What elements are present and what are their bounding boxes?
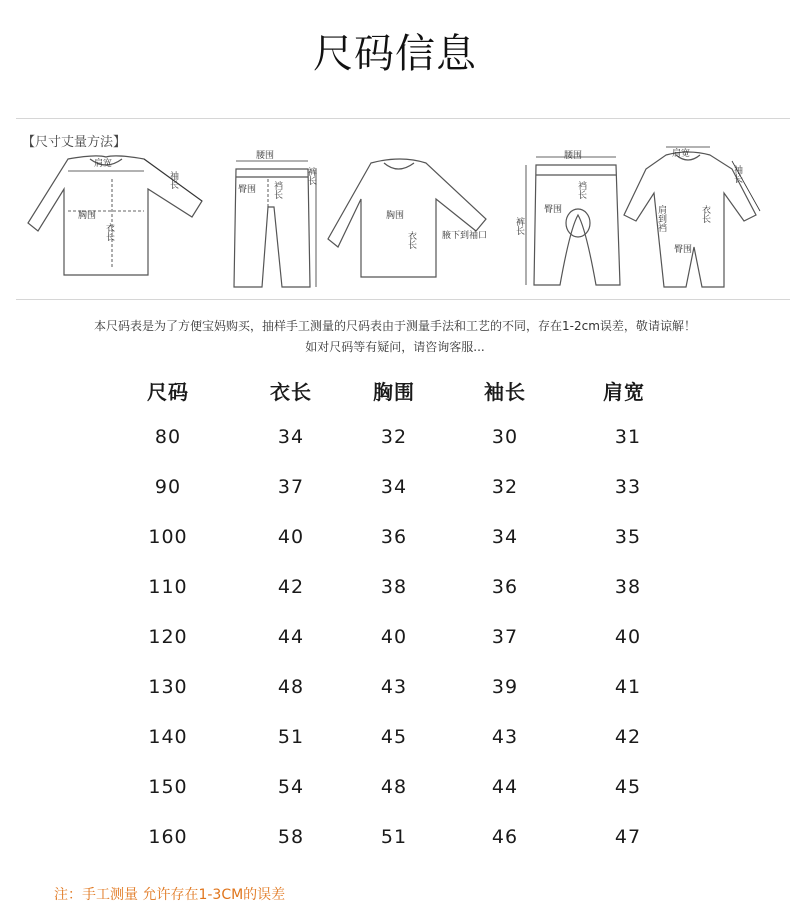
label-armpit-to-cuff: 腋下到袖口 [442, 231, 488, 241]
label-romper-hip: 臀围 [674, 245, 693, 255]
label-pants-length: 裤长 [306, 167, 316, 185]
table-row [0, 526, 790, 556]
cell-shoulder: 33 [614, 476, 642, 498]
cell-sleeve: 30 [491, 426, 519, 448]
table-row [0, 626, 790, 656]
cell-sleeve: 43 [491, 726, 519, 748]
garment-sketches [16, 119, 790, 299]
label-sleeve-length: 袖长 [168, 171, 178, 189]
label-romper-shoulder-to-crotch: 肩到裆 [656, 205, 666, 232]
cell-length: 48 [277, 676, 305, 698]
label-waist: 腰围 [256, 151, 275, 161]
cell-chest: 43 [380, 676, 408, 698]
table-row [0, 426, 790, 456]
cell-length: 58 [277, 826, 305, 848]
cell-chest: 38 [380, 576, 408, 598]
cell-shoulder: 38 [614, 576, 642, 598]
header-size: 尺码 [147, 380, 189, 404]
table-row [0, 576, 790, 606]
cell-chest: 36 [380, 526, 408, 548]
cell-length: 37 [277, 476, 305, 498]
label-romper-sleeve: 袖长 [732, 165, 742, 183]
cell-size: 80 [154, 426, 182, 448]
cell-length: 34 [277, 426, 305, 448]
header-chest: 胸围 [373, 380, 415, 404]
table-row [0, 826, 790, 856]
label-length: 衣长 [104, 223, 114, 241]
label-raglan-chest: 胸围 [386, 211, 405, 221]
label-open-pants-length: 裤长 [514, 217, 524, 235]
cell-chest: 48 [380, 776, 408, 798]
cell-chest: 45 [380, 726, 408, 748]
cell-shoulder: 40 [614, 626, 642, 648]
cell-sleeve: 39 [491, 676, 519, 698]
label-hip: 臀围 [238, 185, 257, 195]
cell-size: 160 [148, 826, 188, 848]
cell-shoulder: 42 [614, 726, 642, 748]
cell-chest: 32 [380, 426, 408, 448]
cell-size: 120 [148, 626, 188, 648]
label-raglan-length: 衣长 [406, 231, 416, 249]
table-row [0, 676, 790, 706]
cell-shoulder: 47 [614, 826, 642, 848]
cell-chest: 40 [380, 626, 408, 648]
table-row [0, 476, 790, 506]
size-notice [0, 316, 790, 358]
cell-shoulder: 31 [614, 426, 642, 448]
cell-chest: 34 [380, 476, 408, 498]
cell-shoulder: 35 [614, 526, 642, 548]
cell-size: 130 [148, 676, 188, 698]
page-title: 尺码信息 [313, 31, 477, 77]
label-romper-shoulder: 肩宽 [672, 149, 691, 159]
cell-length: 51 [277, 726, 305, 748]
cell-chest: 51 [380, 826, 408, 848]
measurement-footnote: 注：手工测量 允许存在1-3CM的误差 [54, 887, 286, 903]
cell-size: 150 [148, 776, 188, 798]
cell-size: 100 [148, 526, 188, 548]
label-open-pants-waist: 腰围 [564, 151, 583, 161]
measurement-method-label: 【尺寸丈量方法】 [22, 135, 127, 150]
measurement-diagram [16, 118, 790, 300]
cell-length: 54 [277, 776, 305, 798]
cell-sleeve: 34 [491, 526, 519, 548]
cell-size: 140 [148, 726, 188, 748]
label-open-pants-hip: 臀围 [544, 205, 563, 215]
header-shoulder: 肩宽 [603, 380, 645, 404]
cell-length: 42 [277, 576, 305, 598]
cell-sleeve: 36 [491, 576, 519, 598]
label-shoulder-width: 肩宽 [94, 159, 113, 169]
cell-sleeve: 46 [491, 826, 519, 848]
cell-length: 40 [277, 526, 305, 548]
cell-sleeve: 32 [491, 476, 519, 498]
label-chest: 胸围 [78, 211, 97, 221]
label-crotch: 裆长 [272, 181, 282, 199]
cell-size: 110 [148, 576, 188, 598]
label-open-pants-crotch: 裆长 [576, 181, 586, 199]
cell-size: 90 [154, 476, 182, 498]
notice-line-1: 本尺码表是为了方便宝妈购买，抽样手工测量的尺码表由于测量手法和工艺的不同，存在1-2cm误差，敬请谅解！ [94, 319, 696, 333]
cell-shoulder: 45 [614, 776, 642, 798]
cell-shoulder: 41 [614, 676, 642, 698]
raglan-top-sketch [328, 159, 486, 277]
label-romper-length: 衣长 [700, 205, 710, 223]
table-row [0, 726, 790, 756]
cell-length: 44 [277, 626, 305, 648]
header-length: 衣长 [270, 380, 312, 404]
table-header-row [0, 376, 790, 406]
cell-sleeve: 37 [491, 626, 519, 648]
cell-sleeve: 44 [491, 776, 519, 798]
header-sleeve: 袖长 [484, 380, 526, 404]
table-row [0, 776, 790, 806]
notice-line-2: 如对尺码等有疑问，请咨询客服... [305, 340, 485, 354]
